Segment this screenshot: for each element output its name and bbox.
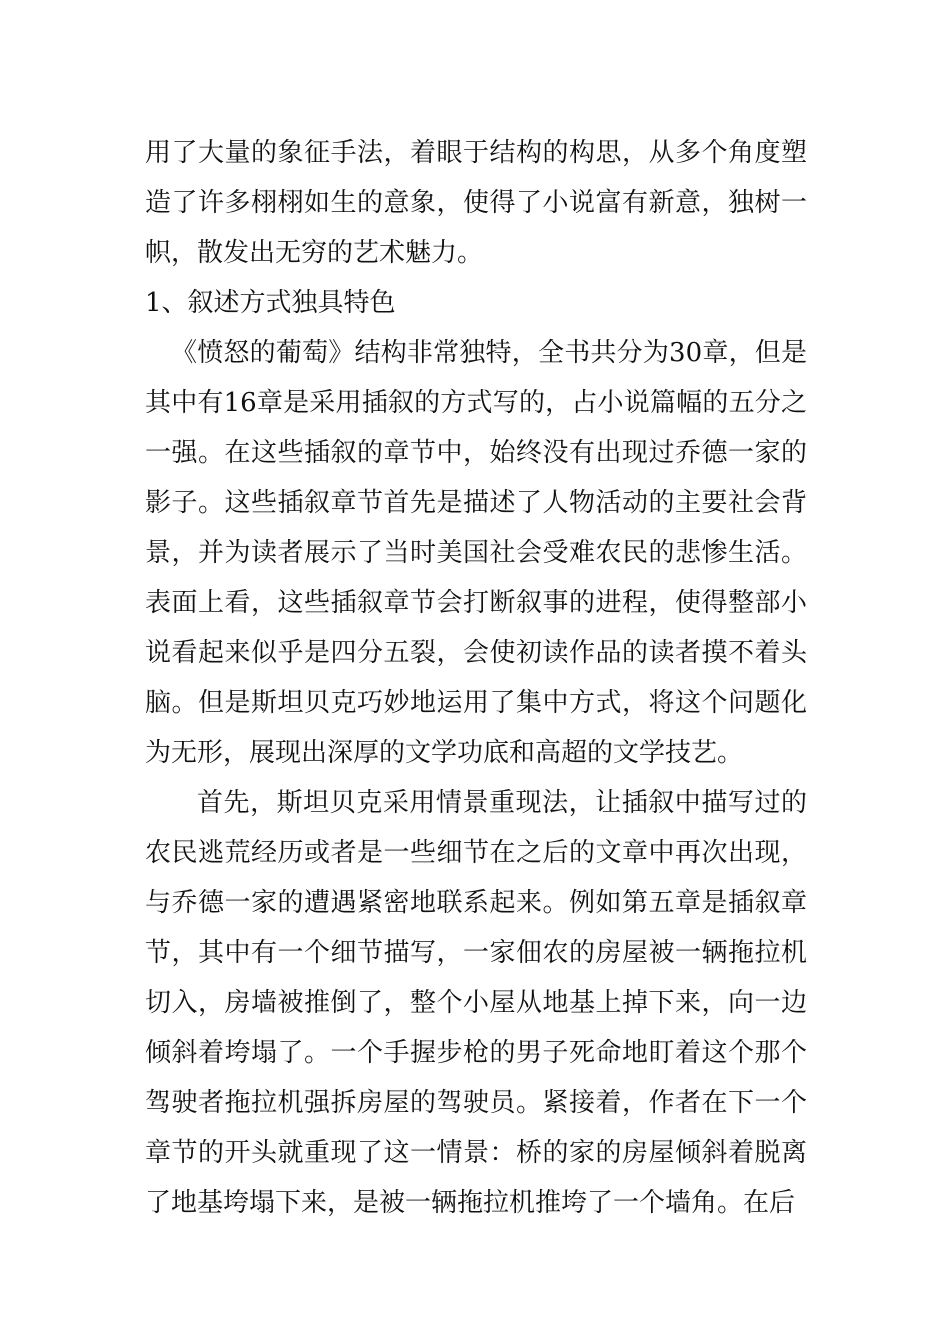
paragraph-narrative-structure: 《愤怒的葡萄》结构非常独特，全书共分为30章，但是其中有16章是采用插叙的方式写的，占小说篇幅的五分之一强。在这些插叙的章节中，始终没有出现过乔德一家的影子。这些插叙章节首先是描述了人物活动的主要社会背景，并为读者展示了当时美国社会受难农民的悲惨生活。表面上看，这些插叙章节会打断叙事的进程，使得整部小说看起来似乎是四分五裂，会使初读作品的读者摸不着头脑。但是斯坦贝克巧妙地运用了集中方式，将这个问题化为无形，展现出深厚的文学功底和高超的文学技艺。 bbox=[145, 338, 807, 768]
body-text bbox=[145, 128, 807, 1228]
paragraph-scene-recurrence: 首先，斯坦贝克采用情景重现法，让插叙中描写过的农民逃荒经历或者是一些细节在之后的文章中再次出现，与乔德一家的遭遇紧密地联系起来。例如第五章是插叙章节，其中有一个细节描写，一家佃农的房屋被一辆拖拉机切入，房墙被推倒了，整个小屋从地基上掉下来，向一边倾斜着垮塌了。一个手握步枪的男子死命地盯着这个那个驾驶者拖拉机强拆房屋的驾驶员。紧接着，作者在下一个章节的开头就重现了这一情景：桥的家的房屋倾斜着脱离了地基垮塌下来，是被一辆拖拉机推垮了一个墙角。在后 bbox=[145, 788, 807, 1218]
paragraph-continuation: 用了大量的象征手法，着眼于结构的构思，从多个角度塑造了许多栩栩如生的意象，使得了小说富有新意，独树一帜，散发出无穷的艺术魅力。 bbox=[145, 138, 807, 268]
section-heading: 1、叙述方式独具特色 bbox=[145, 288, 396, 318]
